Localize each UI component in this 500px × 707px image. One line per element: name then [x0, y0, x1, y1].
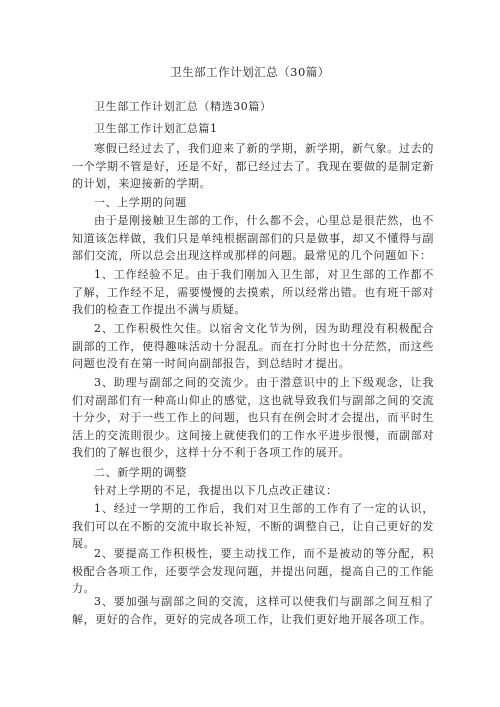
paragraph: 2、工作积极性欠佳。以宿舍文化节为例，因为助理没有积极配合副部的工作，使得趣味活动十分混乱。而在打分时也十分茫然，而这些问题也没有在第一时间向副部报告，到总结时才提出。	[72, 322, 434, 370]
paragraph: 1、经过一学期的工作后，我们对卫生部的工作有了一定的认识，我们可以在不断的交流中取长补短，不断的调整自己，让自己更好的发展。	[72, 502, 434, 550]
paragraph: 针对上学期的不足，我提出以下几点改正建议：	[94, 484, 338, 497]
paragraph: 3、要加强与副部之间的交流，这样可以使我们与副部之间互相了解，更好的合作，更好的完成各项工作，让我们更好地开展各项工作。	[72, 595, 434, 626]
paragraph: 2、要提高工作积极性，要主动找工作，而不是被动的等分配，积极配合各项工作，还要学会发现问题，并提出问题，提高自己的工作能力。	[72, 547, 434, 595]
paragraph: 1、工作经验不足。由于我们刚加入卫生部，对卫生部的工作都不了解，工作经不足，需要慢慢的去摸索，所以经常出错。也有班干部对我们的检查工作提出不满与质疑。	[72, 268, 434, 316]
section-heading-new-term: 二、新学期的调整	[94, 466, 187, 479]
intro-paragraph: 寒假已经过去了，我们迎来了新的学期，新学期，新气象。过去的一个学期不管是好，还是不好，都已经过去了。我现在要做的是制定新的计划，来迎接新的学期。	[72, 142, 434, 190]
document-subtitle: 卫生部工作计划汇总（精选30篇）	[94, 100, 272, 113]
paragraph: 由于是刚接触卫生部的工作，什么都不会，心里总是很茫然，也不知道该怎样做，我们只是单纯根据副部们的只是做事，却又不懂得与副部们交流，所以总会出现这样或那样的问题。最常见的几个问题如下：	[72, 214, 434, 262]
document-title: 卫生部工作计划汇总（30篇）	[170, 65, 330, 79]
section-heading-previous-term: 一、上学期的问题	[94, 196, 187, 209]
paragraph: 3、助理与副部之间的交流少。由于潜意识中的上下级观念，让我们对副部们有一种高山仰止的感觉，这也就导致我们与副部之间的交流十分少，对于一些工作上的问题，也只有在例会时才会提出，而平时生活上的交流則很少。这间接上就使我们的工作水平进步很慢，而副部对我们的了解也很少，这样十分不利于各项工作的展开。	[72, 376, 434, 459]
article-title: 卫生部工作计划汇总篇1	[94, 122, 218, 135]
